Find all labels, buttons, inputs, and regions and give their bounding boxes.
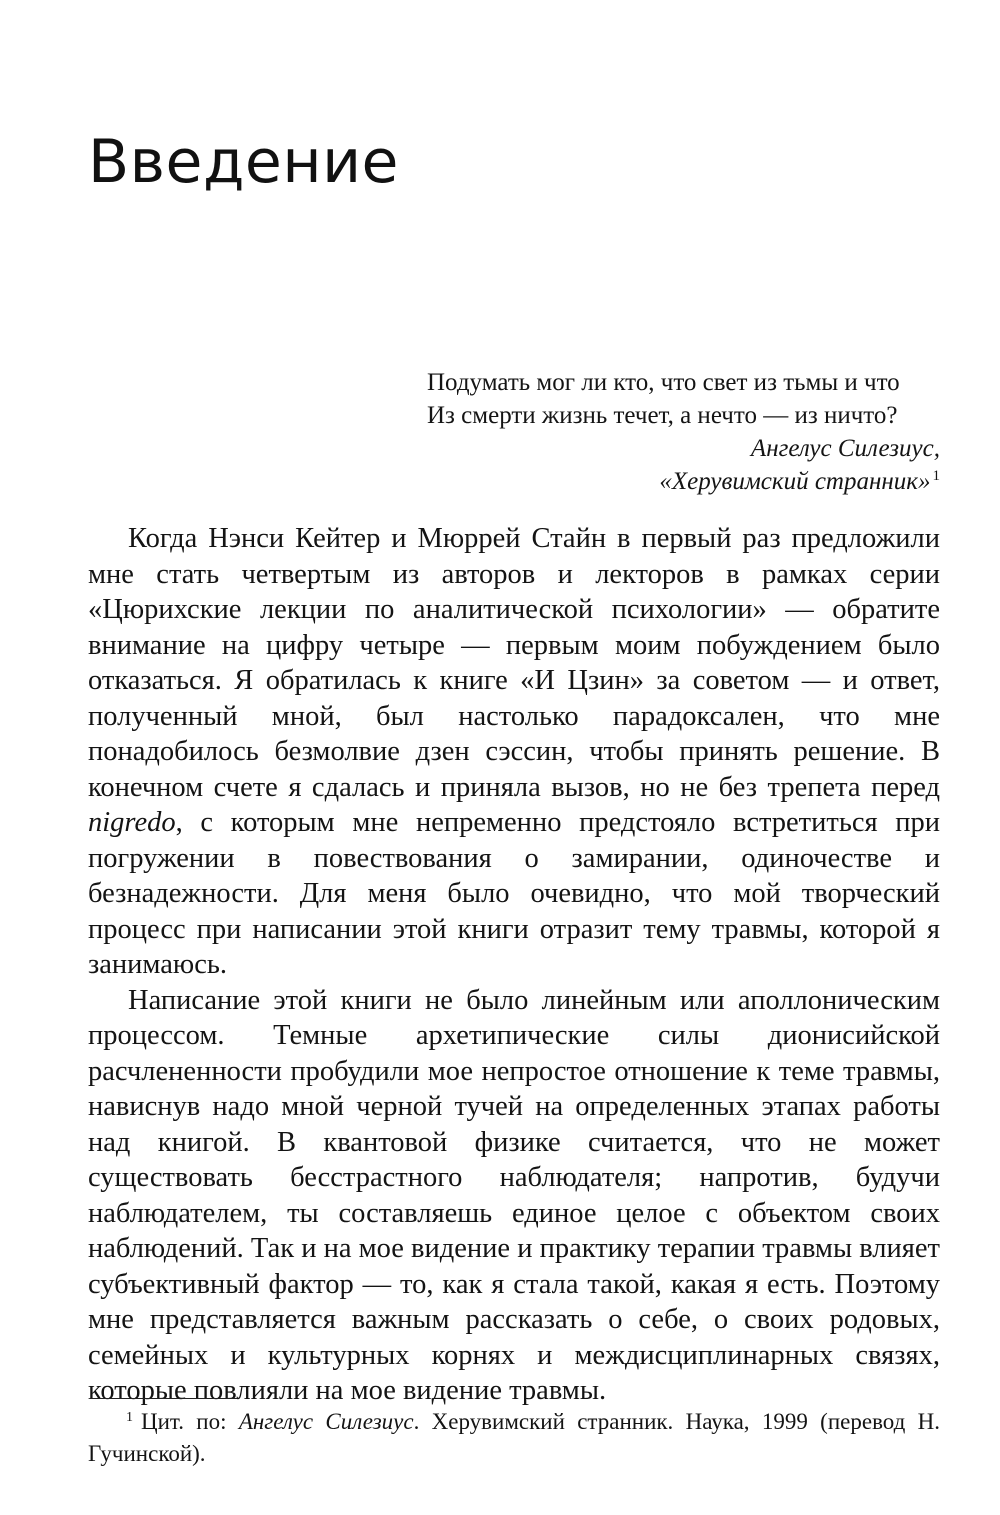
epigraph-source [380,465,940,498]
paragraph-2: Написание этой книги не было линейным или аполлоническим процессом. Темные архетипические силы дионисийской расчлененности пробудили мое непростое отношение к теме травмы, нависнув надо мной черной тучей на определенных этапах работы над книгой. В квантовой физике считается, что не может существовать бесстрастного наблюдателя; напротив, будучи наблюдателем, ты составляешь единое целое с объектом своих наблюдений. Так и на мое видение и практику терапии травмы влияет субъективный фактор — то, как я стала такой, какая я есть. Поэтому мне представляется важным рассказать о себе, о своих родовых, семейных и культурных корнях и междисциплинарных связях, которые повлияли на мое видение травмы. [88,984,940,1406]
epigraph-line-1: Подумать мог ли кто, что свет из тьмы и что [427,369,900,396]
epigraph-line-2: Из смерти жизнь течет, а нечто — из ничто? [427,402,898,429]
footnote-ref: 1 [932,468,940,484]
footnote-number: 1 [126,1410,133,1425]
paragraph-1-text-b: , с которым мне непременно предстояло встретиться при погружении в повествования о замирании, одиночестве и безнадежности. Для меня было очевидно, что мой творческий процесс при написании этой книги отразит тему травмы, которой я занимаюсь. [88,807,940,980]
epigraph [380,366,940,498]
footnote-prefix: Цит. по: [141,1409,239,1434]
epigraph-author: Ангелус Силезиус, [750,435,940,462]
latin-term: nigredo [88,807,176,838]
paragraph-1 [88,521,940,983]
footnote-author: Ангелус Силезиус [238,1409,414,1434]
footnote-1 [88,1406,940,1470]
footnotes [88,1406,940,1470]
footnote-divider [90,1398,237,1399]
chapter-title: Введение [88,127,399,197]
body-text [88,521,940,1409]
paragraph-1-text-a: Когда Нэнси Кейтер и Мюррей Стайн в первый раз предложили мне стать четвертым из авторов и лекторов в рамках серии «Цюрихские лекции по аналитической психологии» — обратите внимание на цифру четыре — первым моим побуждением было отказаться. Я обратилась к книге «И Цзин» за советом — и ответ, полученный мной, был настолько парадоксален, что мне понадобилось безмолвие дзен сэссин, чтобы принять решение. В конечном счете я сдалась и приняла вызов, но не без трепета перед [88,523,940,803]
footnote-text: . Херувимский странник. Наука, 1999 (перевод Н. Гучинской). [88,1409,940,1466]
epigraph-work: «Херувимский странник» [659,468,931,495]
